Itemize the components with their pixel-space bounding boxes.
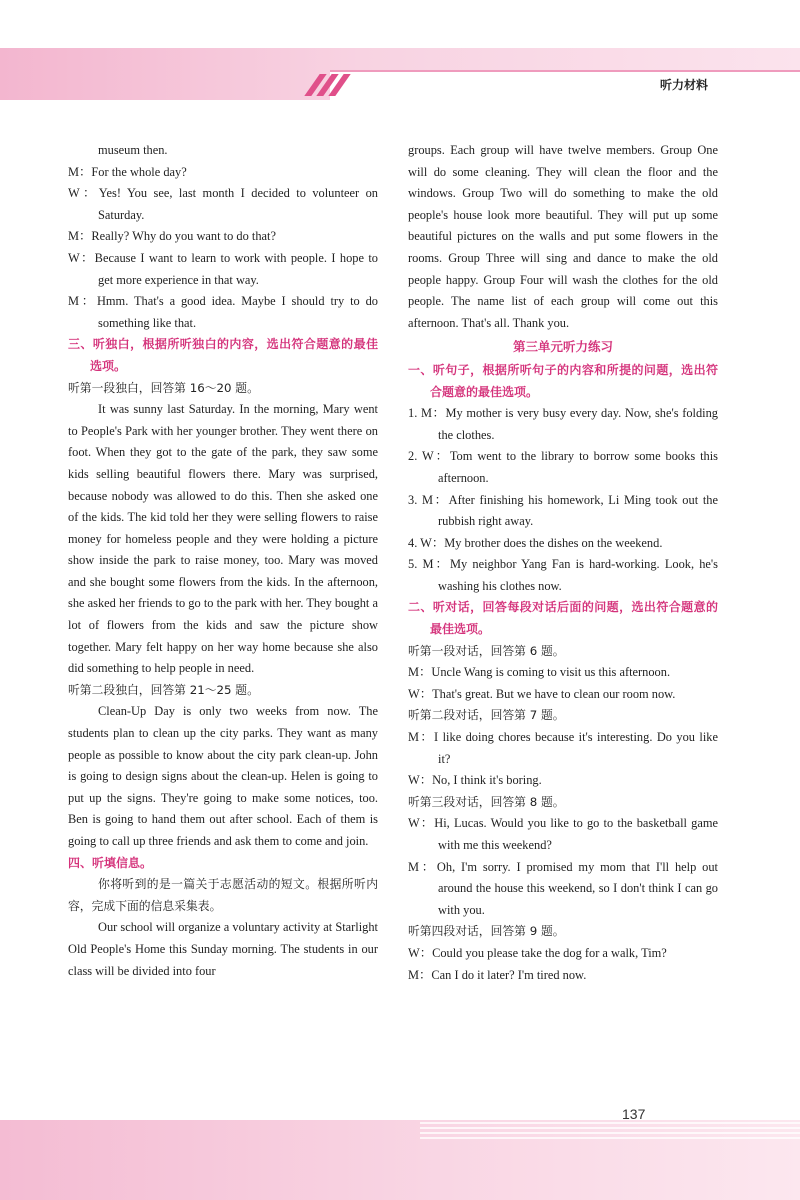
section-4-description: 你将听到的是一篇关于志愿活动的短文。根据所听内容，完成下面的信息采集表。 bbox=[68, 877, 378, 913]
dialogue-line: M：Oh, I'm sorry. I promised my mom that I'll help out around the house this weekend, so I don't think I can go with you. bbox=[408, 859, 718, 917]
dialogue-line: W：No, I think it's boring. bbox=[408, 773, 542, 788]
section-heading-2: 二、听对话，回答每段对话后面的问题，选出符合题意的最佳选项。 bbox=[408, 600, 718, 637]
sentence-item: 3. M：After finishing his homework, Li Ming took out the rubbish right away. bbox=[408, 492, 718, 529]
sentence-item: 2. W：Tom went to the library to borrow some books this afternoon. bbox=[408, 449, 718, 485]
dialogue-line: W：Because I want to learn to work with people. I hope to get more experience in that way. bbox=[68, 250, 378, 287]
section-heading-3: 三、听独白，根据所听独白的内容，选出符合题意的最佳选项。 bbox=[68, 337, 378, 373]
dialogue-line: M：Hmm. That's a good idea. Maybe I should try to do something like that. bbox=[68, 294, 378, 330]
dialogue-line: museum then. bbox=[98, 143, 168, 157]
dialogue-line: W：Hi, Lucas. Would you like to go to the basketball game with me this weekend? bbox=[408, 816, 718, 852]
page-header-title: 听力材料 bbox=[659, 78, 708, 92]
monologue-1-intro: 听第一段独白，回答第 16～20 题。 bbox=[68, 380, 259, 395]
footer-lines-decoration bbox=[420, 1122, 800, 1152]
left-column bbox=[68, 140, 378, 982]
sentence-item: 1. M：My mother is very busy every day. Now, she's folding the clothes. bbox=[408, 406, 718, 442]
sentence-item: 5. M：My neighbor Yang Fan is hard-working. Look, he's washing his clothes now. bbox=[408, 557, 718, 593]
dialogue-line: M：For the whole day? bbox=[68, 164, 187, 179]
monologue-2-intro: 听第二段独白，回答第 21～25 题。 bbox=[68, 682, 259, 697]
header-strip bbox=[330, 70, 800, 102]
section-4-text: Our school will organize a voluntary activity at Starlight Old People's Home this Sunday morning. The students in our class will be divided into four bbox=[68, 920, 378, 978]
section-4-text-continued: groups. Each group will have twelve members. Group One will do some cleaning. They will clean the floor and the windows. Group Two will do something to make the old people's house look more beautiful. They will put up some beautiful pictures on the walls and put some flowers in the rooms. Group Three will sing and dance to make the old people happy. Group Four will wash the clothes for the old people. The name list of each group will come out this afternoon. That's all. Thank you. bbox=[408, 143, 718, 330]
page-number: 137 bbox=[622, 1106, 646, 1122]
dialogue-line: M：Really? Why do you want to do that? bbox=[68, 229, 276, 244]
dialogue-intro: 听第四段对话，回答第 9 题。 bbox=[408, 924, 565, 939]
section-heading-1: 一、听句子，根据所听句子的内容和所提的问题，选出符合题意的最佳选项。 bbox=[408, 362, 718, 399]
dialogue-line: M：I like doing chores because it's interesting. Do you like it? bbox=[408, 730, 718, 766]
section-heading-4: 四、听填信息。 bbox=[68, 855, 153, 870]
dialogue-intro: 听第二段对话，回答第 7 题。 bbox=[408, 708, 565, 723]
sentence-item: 4. W：My brother does the dishes on the weekend. bbox=[408, 535, 663, 550]
dialogue-line: M：Uncle Wang is coming to visit us this afternoon. bbox=[408, 665, 671, 680]
monologue-2-text: Clean-Up Day is only two weeks from now. The students plan to clean up the city parks. They want as many people as possible to know about the city park clean-up. John is going to design signs about the clean-up. Helen is going to put up the signs. They're going to make some notices, too. Ben is going to hand them out after school. Each of them is going to call up three friends and ask them to come and join. bbox=[68, 704, 378, 848]
dialogue-line: W：Could you please take the dog for a walk, Tim? bbox=[408, 945, 667, 960]
right-column bbox=[408, 140, 718, 986]
monologue-1-text: It was sunny last Saturday. In the morning, Mary went to People's Park with her younger brother. They went there on foot. When they got to the gate of the park, they saw some kids selling beautiful flowers there. Mary was surprised, because nobody was allowed to do this. Then she asked one of the kids. The kid told her they were selling flowers to raise money for homeless people and they were holding a picture show inside the park to raise money, too. Mary was moved and she bought some flowers from the kids. In the afternoon, she asked her friends to go to the park with her. They bought a lot of flowers from the kids and saw the picture show together. Mary felt happy on her way home because she also did something to help people in need. bbox=[68, 402, 378, 676]
dialogue-line: W：That's great. But we have to clean our room now. bbox=[408, 686, 676, 701]
dialogue-line: M：Can I do it later? I'm tired now. bbox=[408, 967, 587, 982]
header-stripes-decoration bbox=[304, 74, 354, 96]
dialogue-intro: 听第一段对话，回答第 6 题。 bbox=[408, 643, 565, 658]
dialogue-intro: 听第三段对话，回答第 8 题。 bbox=[408, 794, 565, 809]
unit-3-title: 第三单元听力练习 bbox=[512, 339, 613, 355]
dialogue-line: W：Yes! You see, last month I decided to volunteer on Saturday. bbox=[68, 186, 378, 222]
